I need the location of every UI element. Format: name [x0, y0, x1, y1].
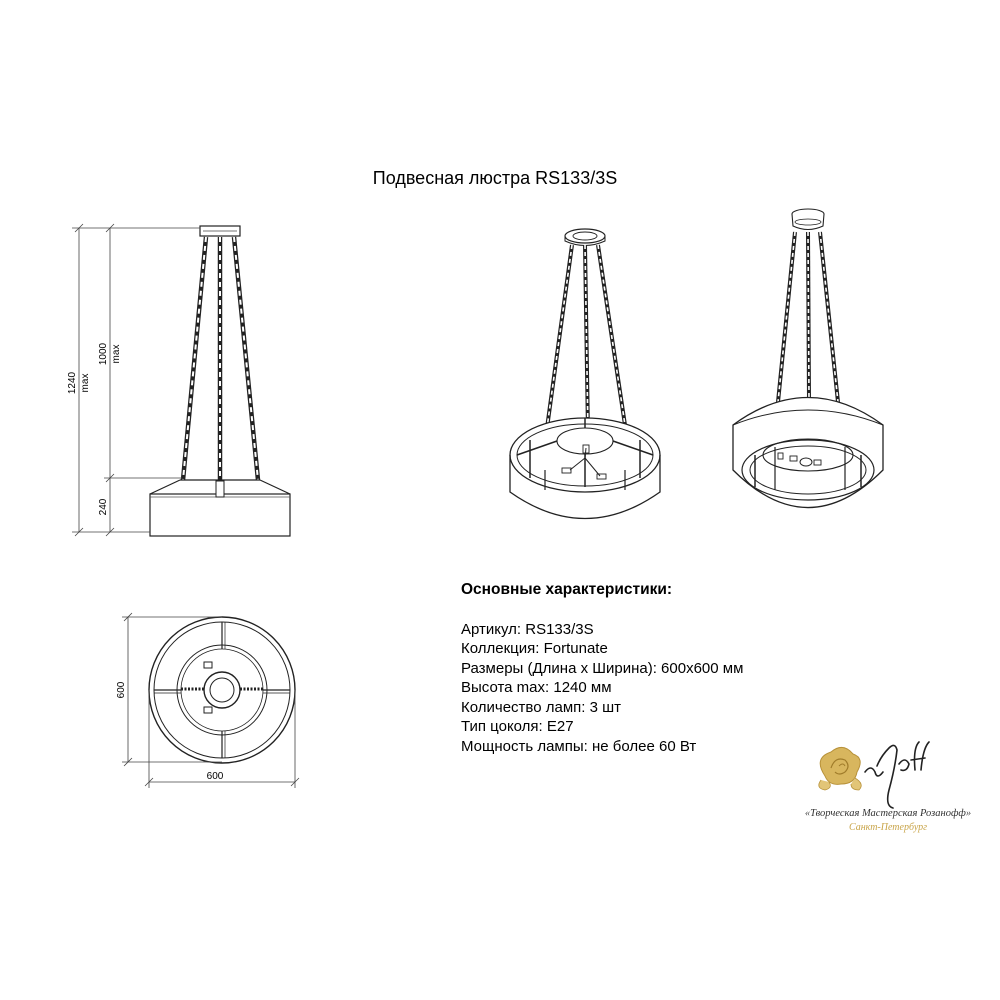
dim-total-height-note: max: [80, 373, 91, 393]
logo-city: Санкт-Петербург: [848, 822, 928, 833]
spec-dimensions: Размеры (Длина х Ширина): 600х600 мм: [461, 659, 744, 677]
dim-plan-width: 600: [206, 771, 224, 782]
specs-heading: Основные характеристики:: [461, 581, 673, 598]
front-elevation: [150, 226, 290, 536]
perspective-view-2: [733, 209, 883, 508]
chain-right: [234, 237, 258, 480]
spec-lamp-count: Количество ламп: 3 шт: [461, 698, 621, 716]
spec-article: Артикул: RS133/3S: [461, 620, 594, 638]
dim-total-height: 1240: [67, 371, 78, 395]
spec-max-height: Высота max: 1240 мм: [461, 679, 612, 696]
plan-view: [149, 617, 295, 763]
dimension-labels: [67, 342, 122, 515]
dimension-lines: [72, 224, 200, 536]
dim-plan-depth: 600: [116, 681, 127, 699]
spec-collection: Коллекция: Fortunate: [461, 640, 608, 657]
rose-icon: [819, 747, 862, 790]
spec-socket-type: Тип цоколя: Е27: [461, 718, 574, 735]
page-title: Подвесная люстра RS133/3S: [372, 168, 618, 188]
specs-block: [461, 580, 743, 756]
spec-lamp-power: Мощность лампы: не более 60 Вт: [461, 737, 697, 755]
shade-elevation: [150, 480, 290, 536]
dim-shade-height: 240: [98, 498, 109, 516]
chain-left: [183, 237, 206, 480]
dim-chain-length-note: max: [111, 344, 122, 364]
logo-company-name: «Творческая Мастерская Розанофф»: [804, 808, 972, 819]
dim-chain-length: 1000: [98, 342, 109, 366]
signature: [865, 742, 929, 808]
plan-dimensions: [122, 613, 299, 788]
perspective-view-1: [510, 229, 660, 519]
